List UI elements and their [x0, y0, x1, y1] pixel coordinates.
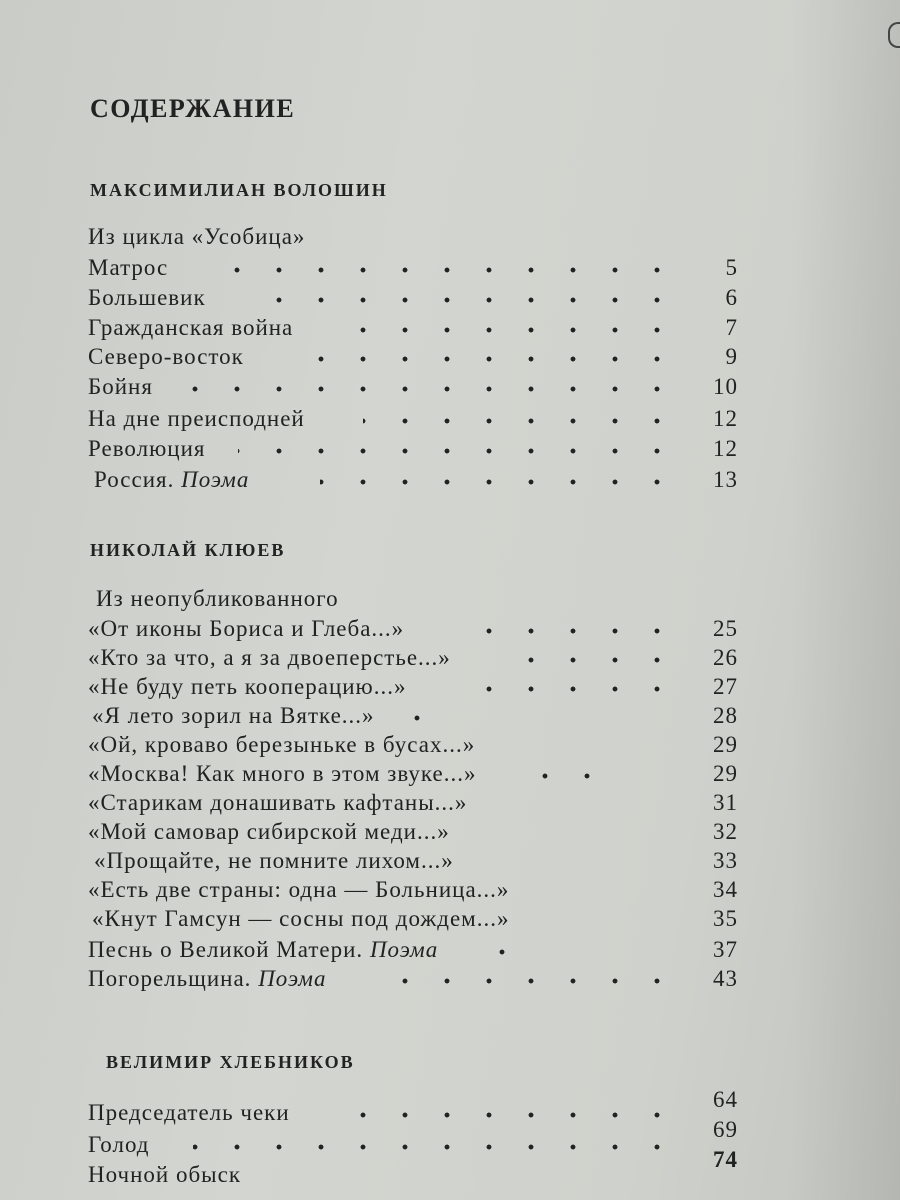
- dot-leader: [496, 949, 523, 955]
- toc-entry[interactable]: [88, 732, 738, 762]
- page-number: 6: [725, 285, 738, 310]
- toc-entry[interactable]: [88, 674, 738, 704]
- entry-title: «Есть две страны: одна — Больница...»: [88, 877, 510, 902]
- page-number: 32: [713, 819, 738, 844]
- dot-leader: [363, 418, 678, 424]
- entry-title: Песнь о Великой Матери. Поэма: [88, 937, 439, 962]
- page-number: 33: [713, 848, 738, 873]
- collection-heading: Из неопубликованного: [96, 586, 339, 611]
- dot-leader: [400, 978, 678, 984]
- entry-title: Матрос: [88, 255, 169, 280]
- entry-title: «Ой, кроваво березыньке в бусах...»: [88, 732, 476, 757]
- toc-entry[interactable]: [88, 315, 738, 345]
- page-number: 10: [713, 374, 738, 399]
- page-number: 29: [713, 761, 738, 786]
- dot-leader: [193, 1144, 678, 1150]
- author-heading-khlebnikov: ВЕЛИМИР ХЛЕБНИКОВ: [106, 1052, 355, 1072]
- toc-entry[interactable]: [88, 616, 738, 646]
- page-number: 37: [713, 937, 738, 962]
- page-number: 12: [713, 406, 738, 431]
- toc-entry[interactable]: [88, 937, 738, 967]
- entry-title: Погорельщина. Поэма: [88, 966, 327, 991]
- toc-entry[interactable]: [88, 436, 738, 466]
- page-number: 26: [713, 645, 738, 670]
- dot-leader: [343, 327, 678, 333]
- author-heading-voloshin: МАКСИМИЛИАН ВОЛОШИН: [90, 180, 388, 200]
- entry-title: На дне преисподней: [88, 406, 305, 431]
- page-number: 43: [713, 966, 738, 991]
- page-corner-mark: [888, 22, 900, 48]
- entry-title: Бойня: [88, 374, 153, 399]
- dot-leader: [298, 356, 678, 362]
- dot-leader: [406, 715, 438, 721]
- dot-leader: [513, 657, 678, 663]
- toc-entry[interactable]: [88, 255, 738, 285]
- page-title: СОДЕРЖАНИЕ: [90, 94, 296, 123]
- dot-leader: [238, 448, 678, 454]
- page-number: 7: [725, 315, 738, 340]
- dot-leader: [486, 628, 678, 634]
- toc-entry[interactable]: [88, 645, 738, 675]
- page-number: 74: [713, 1147, 738, 1172]
- dot-leader: [528, 773, 608, 779]
- toc-entry[interactable]: [88, 906, 738, 936]
- dot-leader: [206, 267, 678, 273]
- page-number: 9: [725, 344, 738, 369]
- page-number: 27: [713, 674, 738, 699]
- entry-title: Голод: [88, 1132, 150, 1157]
- dot-leader: [338, 1112, 678, 1118]
- entry-title: «Я лето зорил на Вятке...»: [92, 703, 375, 728]
- entry-title: «Кто за что, а я за двоеперстье...»: [88, 645, 451, 670]
- entry-title: Революция: [88, 436, 206, 461]
- toc-entry[interactable]: [88, 877, 738, 907]
- entry-subtitle: Поэма: [369, 937, 439, 962]
- toc-entry[interactable]: [88, 1147, 738, 1192]
- toc-entry[interactable]: [88, 790, 738, 820]
- entry-title: Председатель чеки: [88, 1100, 290, 1125]
- page-number: 29: [713, 732, 738, 757]
- toc-entry[interactable]: [88, 374, 738, 404]
- toc-entry[interactable]: [88, 966, 738, 996]
- page-number: 28: [713, 703, 738, 728]
- page-number: 12: [713, 436, 738, 461]
- dot-leader: [253, 297, 678, 303]
- page-number: 35: [713, 906, 738, 931]
- cycle-heading: Из цикла «Усобица»: [88, 224, 306, 249]
- entry-title: «Москва! Как много в этом звуке...»: [88, 761, 477, 786]
- toc-entry[interactable]: [88, 703, 738, 733]
- dot-leader: [320, 479, 678, 485]
- page-number: 25: [713, 616, 738, 641]
- entry-title: «Прощайте, не помните лихом...»: [94, 848, 454, 873]
- dot-leader: [183, 386, 678, 392]
- toc-entry[interactable]: [88, 285, 738, 315]
- author-heading-klyuev: НИКОЛАЙ КЛЮЕВ: [90, 540, 286, 560]
- entry-title: Ночной обыск: [88, 1162, 241, 1187]
- page-number: 5: [725, 255, 738, 280]
- entry-title: «Старикам донашивать кафтаны...»: [88, 790, 468, 815]
- entry-title: «Мой самовар сибирской меди...»: [88, 819, 450, 844]
- page-edge-shadow: [790, 0, 900, 1200]
- entry-title: Гражданская война: [88, 315, 294, 340]
- page-number: 31: [713, 790, 738, 815]
- entry-title: Россия. Поэма: [94, 467, 250, 492]
- toc-entry[interactable]: [88, 344, 738, 374]
- toc-entry[interactable]: [88, 406, 738, 436]
- toc-entry[interactable]: [88, 1087, 738, 1130]
- page-number: 34: [713, 877, 738, 902]
- entry-subtitle: Поэма: [258, 966, 327, 991]
- entry-title: Северо-восток: [88, 344, 244, 369]
- toc-entry[interactable]: [88, 848, 738, 878]
- entry-title: Большевик: [88, 285, 206, 310]
- toc-entry[interactable]: [88, 761, 738, 791]
- page-number: 69: [713, 1117, 738, 1142]
- entry-title: «От иконы Бориса и Глеба...»: [88, 616, 405, 641]
- entry-title: «Кнут Гамсун — сосны под дождем...»: [92, 906, 510, 931]
- page-number: 64: [713, 1087, 738, 1112]
- entry-title: «Не буду петь кооперацию...»: [88, 674, 407, 699]
- toc-entry[interactable]: [88, 467, 738, 497]
- toc-entry[interactable]: [88, 819, 738, 849]
- page-number: 13: [713, 467, 738, 492]
- dot-leader: [468, 686, 678, 692]
- entry-subtitle: Поэма: [181, 467, 250, 492]
- toc-entry[interactable]: [88, 1117, 738, 1162]
